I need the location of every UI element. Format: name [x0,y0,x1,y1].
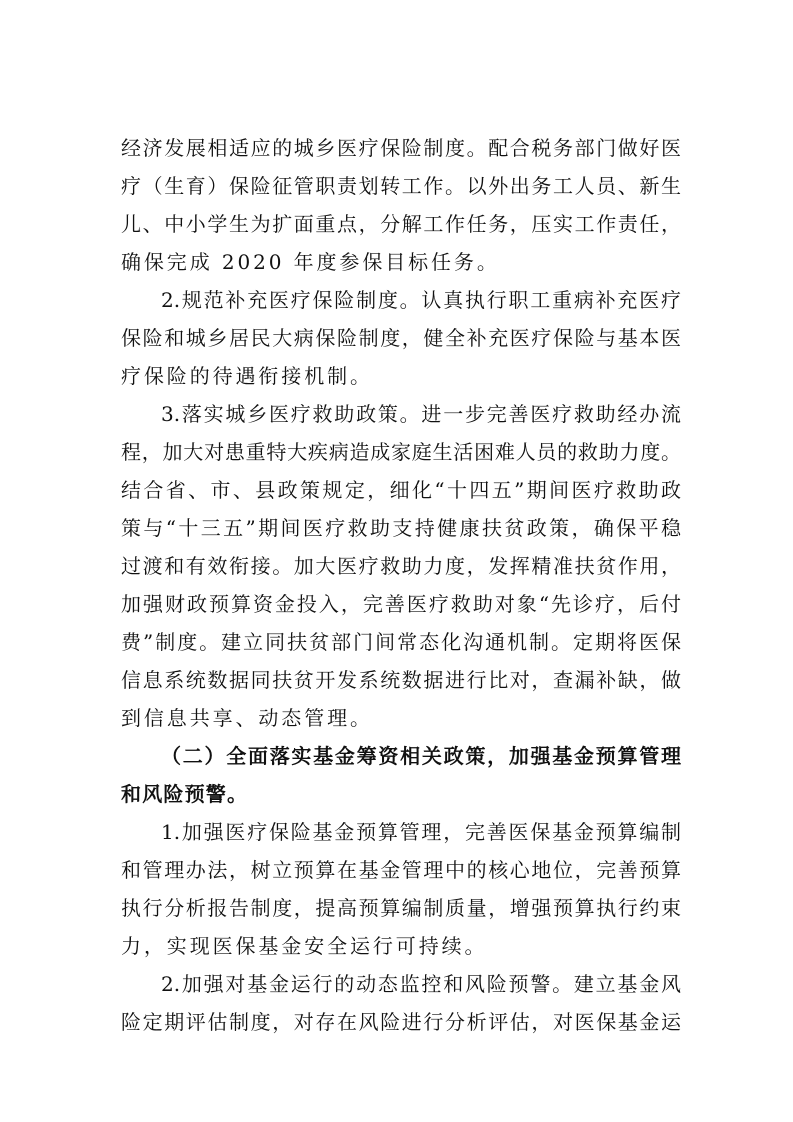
text-line: 策与“十三五”期间医疗救助支持健康扶贫政策，确保平稳 [121,516,681,540]
text-line: 程，加大对患重特大疾病造成家庭生活困难人员的救助力度。 [121,440,681,464]
text-line: 疗（生育）保险征管职责划转工作。以外出务工人员、新生 [121,174,681,198]
text-line: 加强财政预算资金投入，完善医疗救助对象“先诊疗，后付 [121,592,681,616]
text-line: 执行分析报告制度，提高预算编制质量，增强预算执行约束 [121,896,681,920]
text-line: 信息系统数据同扶贫开发系统数据进行比对，查漏补缺，做 [121,668,681,692]
paragraph-start-line: 1.加强医疗保险基金预算管理，完善医保基金预算编制 [161,820,681,844]
text-line: 过渡和有效衔接。加大医疗救助力度，发挥精准扶贫作用， [121,554,681,578]
text-line: 经济发展相适应的城乡医疗保险制度。配合税务部门做好医 [121,136,681,160]
text-line: 到信息共享、动态管理。 [121,706,373,730]
section-heading: （二）全面落实基金筹资相关政策，加强基金预算管理 [161,744,681,768]
text-line: 儿、中小学生为扩面重点，分解工作任务，压实工作责任， [121,212,681,236]
text-line: 疗保险的待遇衔接机制。 [121,364,373,388]
paragraph-start-line: 2.加强对基金运行的动态监控和风险预警。建立基金风 [161,972,681,996]
text-line: 费”制度。建立同扶贫部门间常态化沟通机制。定期将医保 [121,630,681,654]
section-heading-continued: 和风险预警。 [121,782,249,806]
paragraph-start-line: 2.规范补充医疗保险制度。认真执行职工重病补充医疗 [161,288,681,312]
text-line: 确保完成 2020 年度参保目标任务。 [121,250,500,274]
text-line: 险定期评估制度，对存在风险进行分析评估，对医保基金运 [121,1010,681,1034]
text-line: 结合省、市、县政策规定，细化“十四五”期间医疗救助政 [121,478,681,502]
text-line: 力，实现医保基金安全运行可持续。 [121,934,488,958]
text-line: 保险和城乡居民大病保险制度，健全补充医疗保险与基本医 [121,326,681,350]
paragraph-start-line: 3.落实城乡医疗救助政策。进一步完善医疗救助经办流 [161,402,681,426]
text-line: 和管理办法，树立预算在基金管理中的核心地位，完善预算 [121,858,681,882]
